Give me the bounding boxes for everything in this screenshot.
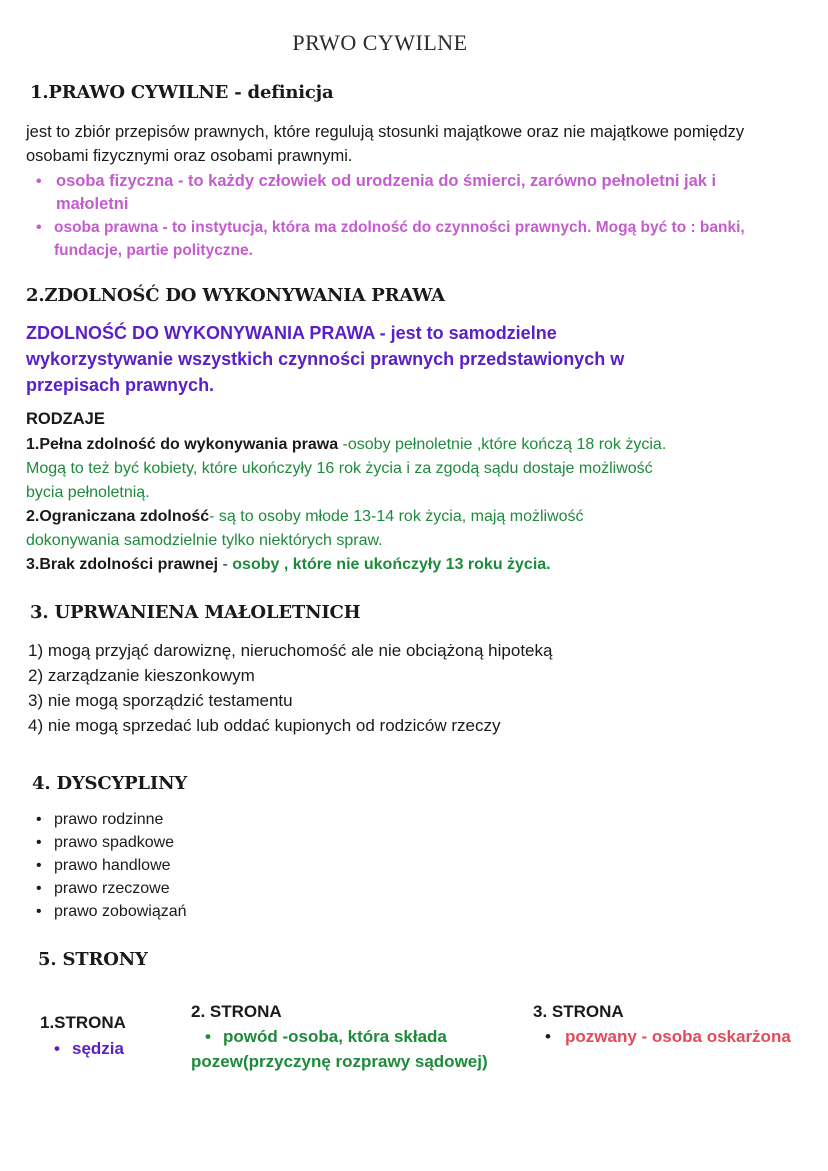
legal-person-line-1: osoba prawna - to instytucja, która ma zdolność do czynności prawnych. Mogą być to : banki, [54, 219, 745, 236]
definition-line-1: jest to zbiór przepisów prawnych, które regulują stosunki majątkowe oraz nie majątkowe pomiędzy [26, 123, 745, 141]
discipline-item [30, 854, 430, 877]
party-1-label: sędzia [72, 1039, 124, 1058]
party-3-label: pozwany [565, 1027, 637, 1046]
page-title: PRWO CYWILNE [292, 30, 468, 55]
section-3-heading: 3. UPRWANIENA MAŁOLETNICH [30, 602, 361, 623]
bullet-icon: • [54, 1039, 60, 1058]
type-3 [26, 553, 816, 577]
party-1-item [40, 1036, 190, 1062]
section-1-heading: 1.PRAWO CYWILNE - definicja [30, 82, 334, 103]
discipline-label: prawo rodzinne [54, 811, 164, 828]
party-2-title: 2. STRONA [191, 1002, 282, 1021]
discipline-item [30, 831, 430, 854]
natural-person-item [30, 170, 820, 216]
bullet-icon: • [205, 1027, 211, 1046]
type-3-title: 3.Brak zdolności prawnej [26, 556, 219, 573]
legal-person-item [30, 216, 820, 262]
discipline-label: prawo zobowiązań [54, 903, 187, 920]
bullet-icon: • [36, 857, 42, 874]
party-3-description: - osoba oskarżona [636, 1027, 791, 1046]
capacity-types [26, 433, 816, 577]
section-5-heading: 5. STRONY [38, 949, 148, 970]
natural-person-line-2: małoletni [56, 195, 129, 213]
type-2 [26, 505, 816, 529]
party-1-title: 1.STRONA [40, 1013, 126, 1032]
bullet-icon: • [36, 903, 42, 920]
type-1-text: -osoby pełnoletnie ,które kończą 18 rok życia. [338, 436, 667, 453]
definition-line-2: osobami fizycznymi oraz osobami prawnymi. [26, 147, 353, 165]
type-2-title: 2.Ograniczana zdolność [26, 508, 210, 525]
bullet-icon: • [545, 1027, 551, 1046]
natural-person-line-1: osoba fizyczna - to każdy człowiek od urodzenia do śmierci, zarówno pełnoletni jak i [56, 172, 717, 190]
section-2-heading: 2.ZDOLNOŚĆ DO WYKONYWANIA PRAWA [26, 285, 445, 306]
party-3-item [533, 1024, 823, 1049]
party-column-1 [40, 1010, 190, 1062]
party-2-item [191, 1024, 531, 1049]
minor-right-item: 3) nie mogą sporządzić testamentu [28, 691, 293, 710]
minor-right-item: 1) mogą przyjąć darowiznę, nieruchomość ale nie obciążoną hipoteką [28, 641, 553, 660]
discipline-label: prawo spadkowe [54, 834, 175, 851]
discipline-label: prawo handlowe [54, 857, 171, 874]
disciplines-list [30, 808, 430, 923]
bullet-icon: • [36, 811, 42, 828]
capacity-def-line-1: ZDOLNOŚĆ DO WYKONYWANIA PRAWA - jest to samodzielne [26, 323, 557, 343]
capacity-def-line-3: przepisach prawnych. [26, 375, 215, 395]
party-2-line-2: pozew(przyczynę rozprawy sądowej) [191, 1052, 488, 1071]
party-column-3 [533, 999, 823, 1049]
section-4-heading: 4. DYSCYPLINY [32, 773, 188, 794]
minor-rights-list [28, 638, 808, 738]
type-2-line-2: dokonywania samodzielnie tylko niektórych spraw. [26, 532, 383, 549]
party-column-2 [191, 999, 531, 1074]
minor-right-item: 2) zarządzanie kieszonkowym [28, 666, 255, 685]
party-2-line-1: powód -osoba, która składa [223, 1027, 447, 1046]
bullet-icon: • [36, 880, 42, 897]
discipline-label: prawo rzeczowe [54, 880, 170, 897]
type-1-title: 1.Pełna zdolność do wykonywania prawa [26, 436, 339, 453]
discipline-item [30, 877, 430, 900]
capacity-def-line-2: wykorzystywanie wszystkich czynności prawnych przedstawionych w [26, 349, 625, 369]
bullet-icon: • [36, 834, 42, 851]
type-1-line-2: Mogą to też być kobiety, które ukończyły 16 rok życia i za zgodą sądu dostaje możliwość [26, 460, 653, 477]
type-3-separator: - [218, 556, 233, 573]
type-3-text: osoby , które nie ukończyły 13 roku życia. [232, 556, 551, 573]
discipline-item [30, 808, 430, 831]
types-label: RODZAJE [26, 410, 105, 428]
section-1-definition [26, 120, 816, 168]
capacity-definition [26, 320, 746, 398]
minor-right-item: 4) nie mogą sprzedać lub oddać kupionych od rodziców rzeczy [28, 716, 501, 735]
type-2-text: - są to osoby młode 13-14 rok życia, mają możliwość [209, 508, 584, 525]
type-1 [26, 433, 816, 457]
legal-person-line-2: fundacje, partie polityczne. [54, 242, 253, 259]
bullet-icon: • [36, 173, 42, 190]
party-3-title: 3. STRONA [533, 1002, 624, 1021]
bullet-icon: • [36, 219, 42, 236]
discipline-item [30, 900, 430, 923]
type-1-line-3: bycia pełnoletnią. [26, 484, 150, 501]
